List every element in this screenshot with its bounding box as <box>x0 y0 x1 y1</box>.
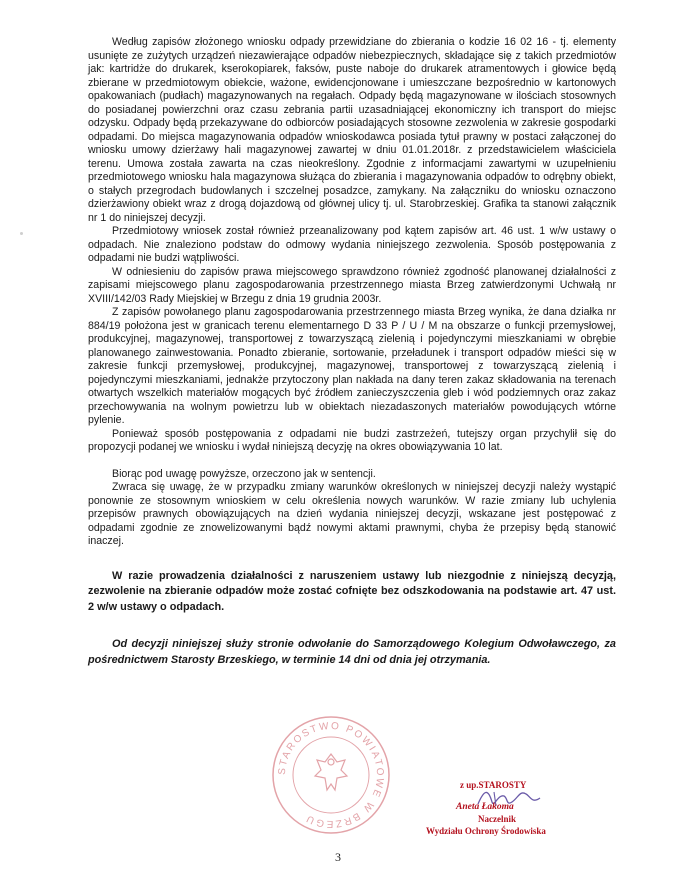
paragraph-conclusion: Biorąc pod uwagę powyższe, orzeczono jak w sentencji. <box>112 467 376 480</box>
paragraph-local-law: W odniesieniu do zapisów prawa miejscowego sprawdzono również zgodność planowanej działalności z zapisami miejscowego planu zagospodarowania przestrzennego miasta Brzeg zatwierdzonymi Uchwałą nr XVIII/142/03 Rady Miejskiej w Brzegu z dnia 19 grudnia 2003r. <box>88 265 616 305</box>
scan-speck <box>20 232 23 235</box>
paragraph-art46: Przedmiotowy wniosek został również przeanalizowany pod kątem zapisów art. 46 ust. 1 w/w ustawy o odpadach. Nie znaleziono podstaw do odmowy wydania niniejszego zezwolenia. Sposób postępowania z odpadami nie budzi wątpliwości. <box>88 225 616 264</box>
signature-authority: z up.STAROSTY <box>460 780 527 790</box>
document-body <box>88 36 616 668</box>
warning-paragraph <box>88 569 616 616</box>
paragraph-zoning-plan: Z zapisów powołanego planu zagospodarowania przestrzennego miasta Brzeg wynika, że dana działka nr 884/19 położona jest w granicach terenu elementarnego D 33 P / U / M na obszarze o funkcji przemysłowej, produkcyjnej, magazynowej, transportowej z towarzyszącą zielenią i pojedynczymi mieszkaniami w obrębie planowanego zainwestowania. Ponadto zbieranie, sortowanie, przeładunek i transport odpadów mieści się w zakresie funkcji przemysłowej, produkcyjnej, magazynowej, transportowej z towarzyszącą zielenią i pojedynczymi mieszkaniami, jednakże przytoczony plan nakłada na dany teren zakaz składowania na terenach otwartych wszelkich materiałów mogących być źródłem zanieczyszczenia gleb i wód podziemnych oraz zakaz przechowywania na wolnym powietrzu lub w obiektach niezadaszonych materiałów powodujących wtórne pylenie. <box>88 306 616 426</box>
paragraph-waste-collection: Według zapisów złożonego wniosku odpady przewidziane do zbierania o kodzie 16 02 16 - tj. elementy usunięte ze zużytych urządzeń niezawierające odpadów niebezpiecznych, składające się z takich przedmiotów jak: kartridże do drukarek, kserokopiarek, faksów, puste naboje do drukarek atramentowych i głowice będą zbierane w przedmiotowym obiekcie, ważone, ewidencjonowane i umieszczane bezpośrednio w kartonowych opakowaniach (pudłach) magazynowanych na regałach. Odpady będą magazynowane w ilościach stosownych do posiadanej powierzchni oraz czasu zebrania partii uzasadniającej ekonomiczny ich transport do miejsc odzysku. Odpady będą przekazywane do odbiorców posiadających stosowne zezwolenia w zakresie gospodarki odpadami. Do miejsca magazynowania odpadów wnioskodawca posiada tytuł prawny w postaci załączonej do wniosku umowy dzierżawy hali magazynowej zawartej w dniu 01.01.2018r. z przedstawicielem właściciela terenu. Umowa została zawarta na czas nieokreślony. Zgodnie z informacjami zawartymi w uzupełnieniu przedmiotowego wniosku hala magazynowa służąca do zbierania i magazynowania odpadów to odrębny obiekt, o stałych przegrodach budowlanych i szczelnej posadzce, zamykany. Na załączniku do wniosku oznaczono dzierżawiony obiekt wraz z drogą dojazdową od głównej ulicy tj. ul. Starobrzeskiej. Grafika ta stanowi załącznik nr 1 do niniejszej decyzji. <box>88 36 616 224</box>
paragraph-decision-term: Ponieważ sposób postępowania z odpadami nie budzi zastrzeżeń, tutejszy organ przychylił się do propozycji podanej we wniosku i wydał niniejszą decyzję na okres obowiązywania 10 lat. <box>88 427 616 453</box>
warning-text: W razie prowadzenia działalności z naruszeniem ustawy lub niezgodnie z niniejszą decyzją, zezwolenie na zbieranie odpadów może zostać cofnięte bez odszkodowania na podstawie art. 47 ust. 2 w/w ustawy o odpadach. <box>88 569 616 613</box>
appeal-paragraph: Od decyzji niniejszej służy stronie odwołanie do Samorządowego Kolegium Odwoławczego, za pośrednictwem Starosty Brzeskiego, w terminie 14 dni od dnia jej otrzymania. <box>88 638 616 666</box>
paragraph-change-notice: Zwraca się uwagę, że w przypadku zmiany warunków określonych w niniejszej decyzji należy wystąpić ponownie ze stosownym wnioskiem w celu określenia nowych warunków. W razie zmiany lub uchylenia przepisów prawnych obowiązujących na dzień wydania niniejszej decyzji, wskazane jest postępować z odpadami zgodnie ze znowelizowanymi bądź nowymi aktami prawnymi, chyba że przepisy będą stanowić inaczej. <box>88 481 616 547</box>
stamp-ring-text: STAROSTWO POWIATOWE W BRZEGU <box>276 720 386 830</box>
eagle-emblem-icon <box>315 754 347 790</box>
official-seal-stamp <box>270 714 392 836</box>
signatory-title: Naczelnik <box>478 814 516 824</box>
signature-block <box>426 780 596 850</box>
signatory-department: Wydziału Ochrony Środowiska <box>426 826 546 836</box>
page-number: 3 <box>335 850 341 864</box>
signatory-name: Aneta Łakoma <box>456 802 514 812</box>
